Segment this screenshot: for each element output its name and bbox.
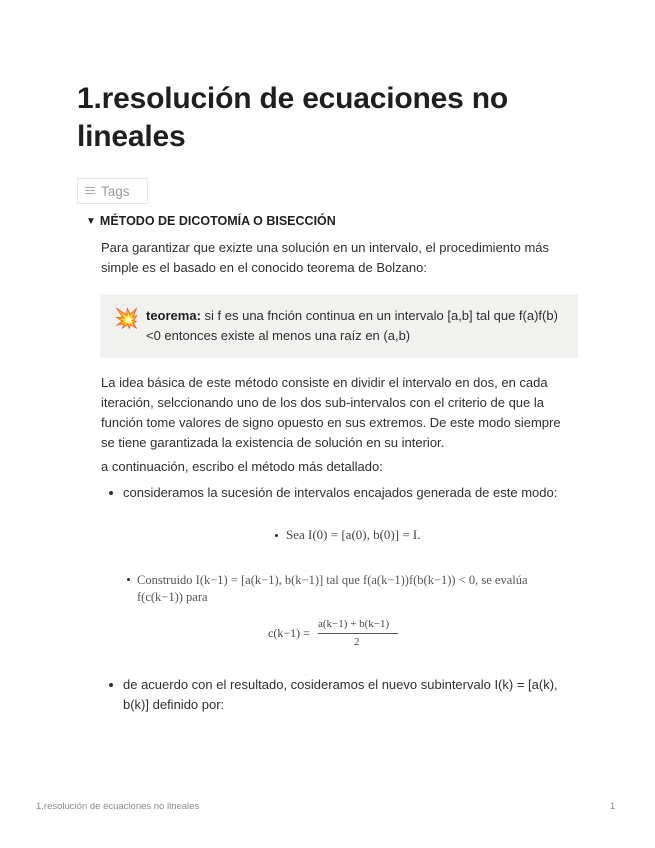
footer-doc-title: 1.resolución de ecuaciones no lineales xyxy=(36,801,200,812)
triangle-down-icon: ▼ xyxy=(86,215,96,227)
callout-text xyxy=(146,306,566,346)
footer-page-number: 1 xyxy=(610,801,616,812)
fraction-bar xyxy=(318,633,398,634)
callout-bold-label: teorema: xyxy=(146,308,201,323)
continuation-paragraph: a continuación, escribo el método más detallado: xyxy=(101,459,383,474)
collision-icon: 💥 xyxy=(114,308,139,330)
math-definition-initial: Sea I(0) = [a(0), b(0)] = I. xyxy=(286,527,421,542)
bullet-dot xyxy=(127,578,130,581)
tags-label: Tags xyxy=(101,183,130,199)
tags-property[interactable] xyxy=(77,178,148,204)
explanation-paragraph: La idea básica de este método consiste en dividir el intervalo en dos, en cada iteración, selccionando uno de los dos sub-intervalos con el criterio de que la función tome valores de signo opuesto en sus extremos. De este modo siempre se tiene garantizada la existencia de solución en su interior. xyxy=(101,375,561,450)
bullet-dot xyxy=(109,491,113,495)
formula-numerator: a(k−1) + b(k−1) xyxy=(318,618,390,630)
bullet-item-sequence: consideramos la sucesión de intervalos encajados generada de este modo: xyxy=(123,485,558,500)
section-heading: MÉTODO DE DICOTOMÍA O BISECCIÓN xyxy=(99,214,336,228)
theorem-callout xyxy=(100,294,578,358)
bullet-dot xyxy=(109,683,113,687)
formula-lhs: c(k−1) = xyxy=(268,626,310,640)
page-title: 1.resolución de ecuaciones no lineales xyxy=(77,82,509,153)
bullet-dot xyxy=(275,534,278,537)
bullet-item-subinterval: de acuerdo con el resultado, cosideramos el nuevo subintervalo I(k) = [a(k), b(k)] definido por: xyxy=(123,677,558,712)
math-construction-step: Construido I(k−1) = [a(k−1), b(k−1)] tal que f(a(k−1))f(b(k−1)) < 0, se evalúa f(c(k−1)) para xyxy=(137,573,528,604)
list-icon xyxy=(85,187,95,195)
callout-body: si f es una fnción continua en un intervalo [a,b] tal que f(a)f(b) <0 entonces existe al menos una raíz en (a,b) xyxy=(146,308,558,343)
intro-paragraph: Para garantizar que exizte una solución en un intervalo, el procedimiento más simple es el basado en el conocido teorema de Bolzano: xyxy=(101,240,550,275)
section-toggle[interactable] xyxy=(86,214,336,228)
formula-denominator: 2 xyxy=(354,636,360,648)
